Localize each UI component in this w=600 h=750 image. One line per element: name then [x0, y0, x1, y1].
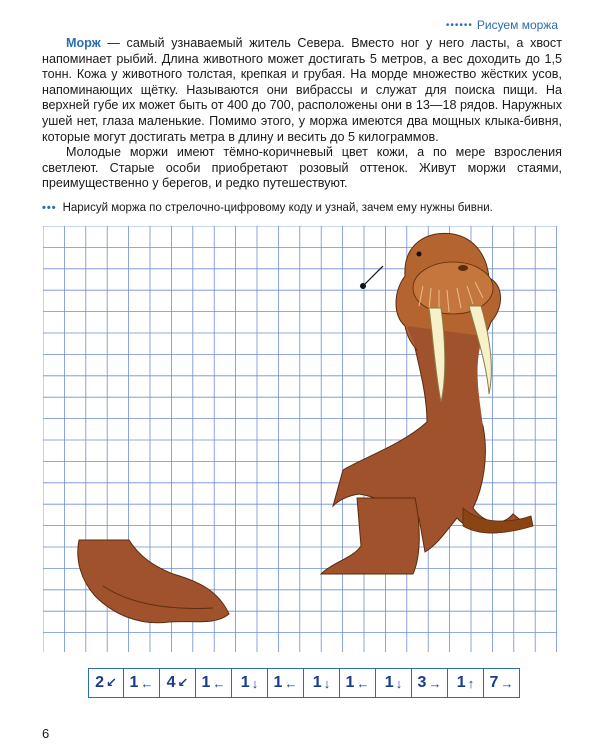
walrus-illustration [78, 233, 533, 622]
code-arrow-icon: ↓ [323, 675, 331, 691]
grid-canvas[interactable] [43, 226, 557, 652]
code-number: 3 [417, 674, 427, 691]
code-cell [412, 668, 448, 698]
arrow-code-strip [88, 668, 520, 698]
task-text: Нарисуй моржа по стрелочно-цифровому коду и узнай, зачем ему нужны бивни. [62, 202, 493, 214]
code-arrow-icon: ↙ [177, 675, 189, 690]
code-cell [484, 668, 520, 698]
code-arrow-icon: ← [284, 675, 298, 691]
section-header [446, 18, 558, 32]
code-arrow-icon: ↑ [467, 675, 475, 691]
code-cell [340, 668, 376, 698]
code-number: 1 [129, 674, 139, 691]
walrus-flipper-front [321, 498, 419, 574]
code-number: 1 [240, 674, 250, 691]
page-number: 6 [42, 726, 50, 741]
lead-word: Морж [66, 36, 101, 50]
paragraph-2: Молодые моржи имеют тёмно-коричневый цвет кожи, а по мере взросления светлеют. Старые особи приобретают розовый оттенок. Живут моржи стаями, преимущественно у берегов, и редко путешествуют. [42, 145, 562, 191]
paragraph-1 [42, 36, 562, 145]
walrus-eye [417, 252, 422, 257]
code-cell [196, 668, 232, 698]
article-text [42, 36, 562, 192]
paragraph-1-text: — самый узнаваемый житель Севера. Вместо ног у него ласты, а хвост напоминает рыбий. Длина животного может достигать 5 метров, а вес доходить до 1,5 тонн. Кожа у животного толстая, крепкая и грубая. На морде множество жёстких усов, напоминающих щётку. Называются они вибрассы и служат для поиска пищи. На верхней губе их может быть от 400 до 700, расположены они в 13—18 рядов. Наружных ушей нет, глаза маленькие. Помимо этого, у моржа имеются два мощных клыка-бивня, которые могут достигать метра в длину и весить до 5 килограммов. [42, 36, 562, 144]
code-cell [268, 668, 304, 698]
code-number: 7 [489, 674, 499, 691]
code-number: 1 [273, 674, 283, 691]
code-arrow-icon: ← [356, 675, 370, 691]
drawing-grid[interactable] [43, 226, 557, 652]
code-number: 2 [95, 674, 104, 691]
start-point [360, 283, 366, 289]
code-number: 1 [456, 674, 466, 691]
code-cell [448, 668, 484, 698]
code-cell [160, 668, 196, 698]
code-arrow-icon: → [500, 675, 514, 691]
walrus-nostril [458, 265, 468, 271]
code-arrow-icon: ↙ [106, 675, 117, 690]
task-instruction [42, 202, 572, 214]
code-arrow-icon: ← [140, 675, 154, 691]
code-arrow-icon: ↓ [251, 675, 259, 691]
code-cell [88, 668, 124, 698]
code-number: 1 [312, 674, 322, 691]
code-number: 4 [166, 674, 176, 691]
task-bullets: ••• [42, 202, 57, 214]
header-dots: •••••• [445, 19, 473, 31]
code-arrow-icon: ← [212, 675, 226, 691]
code-number: 1 [384, 674, 394, 691]
code-cell [232, 668, 268, 698]
code-cell [376, 668, 412, 698]
code-number: 1 [201, 674, 211, 691]
code-number: 1 [345, 674, 355, 691]
code-arrow-icon: ↓ [395, 675, 403, 691]
header-title: Рисуем моржа [476, 18, 558, 32]
code-cell [304, 668, 340, 698]
walrus-tail-flipper [78, 540, 229, 623]
code-cell [124, 668, 160, 698]
code-arrow-icon: → [428, 675, 442, 691]
